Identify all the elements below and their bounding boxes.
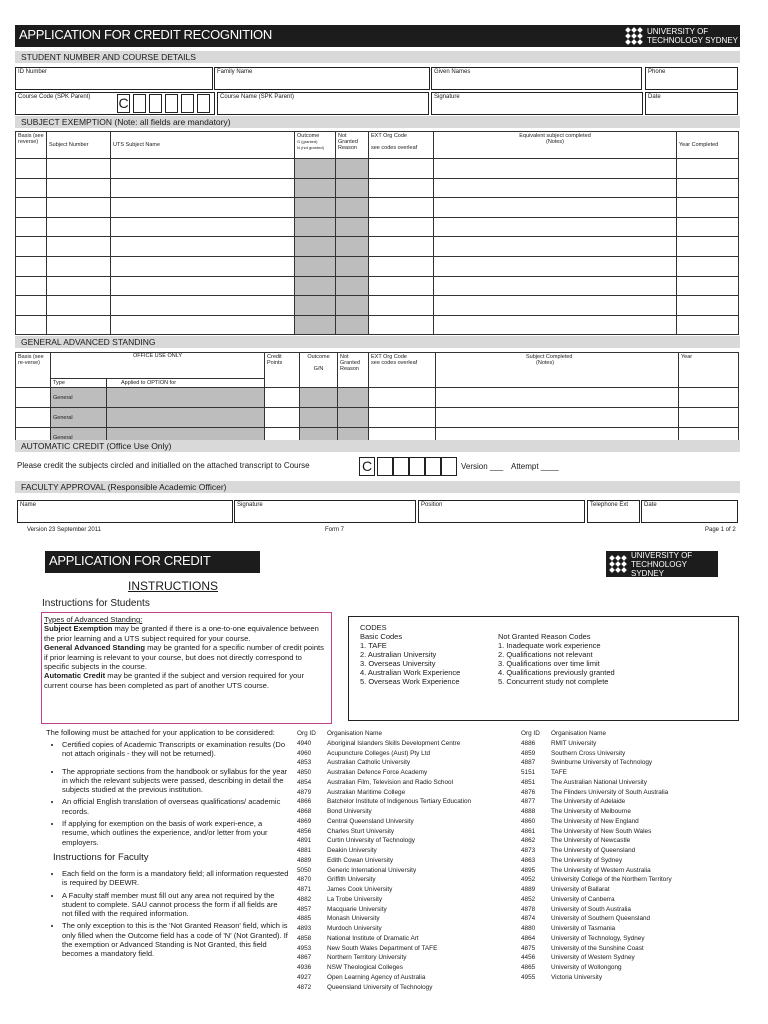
auto-course-box[interactable]: [393, 457, 409, 476]
list-item: 4860 The University of New England: [521, 817, 639, 825]
list-item: 4456 University of Western Sydney: [521, 954, 635, 962]
list-item: 4876 The Flinders University of South Australia: [521, 788, 669, 796]
col-equivalent-subject: Equivalent subject completed (Notes): [434, 132, 677, 159]
auto-course-box[interactable]: [425, 457, 441, 476]
col-not-granted-reason: Not Granted Reason: [336, 132, 369, 159]
table-row[interactable]: General: [16, 408, 739, 428]
section-faculty-approval: FACULTY APPROVAL (Responsible Academic Officer): [15, 481, 740, 493]
page2-uts-logo: UNIVERSITY OF TECHNOLOGY SYDNEY: [606, 551, 718, 577]
course-name-field[interactable]: Course Name (SPK Parent): [217, 92, 429, 115]
org-header: Org ID Organisation Name: [521, 730, 607, 737]
table-row[interactable]: [16, 198, 739, 218]
table-row[interactable]: [16, 217, 739, 237]
general-standing-table: [15, 352, 739, 448]
list-item: 5050 Generic International University: [297, 866, 417, 874]
list-item: 4853 Australian Catholic University: [297, 759, 411, 767]
list-item: 4850 Australian Defence Force Academy: [297, 769, 428, 776]
list-item: 4927 Open Learning Agency of Australia: [297, 973, 426, 981]
col-type: Type: [51, 379, 107, 388]
exemption-header-row: [16, 132, 739, 159]
phone-field[interactable]: Phone: [645, 67, 738, 90]
course-code-box[interactable]: [165, 94, 178, 113]
version-label: Version ___: [461, 462, 504, 471]
col-subject-number: Subject Number: [47, 132, 111, 159]
list-item: 5151 TAFE: [521, 769, 567, 776]
list-item: 4862 The University of Newcastle: [521, 837, 631, 845]
uts-logo-icon: [609, 555, 627, 573]
footer-page: Page 1 of 2: [705, 527, 736, 533]
table-row[interactable]: General: [16, 428, 739, 448]
list-item: 4953 New South Wales Department of TAFE: [297, 944, 438, 952]
table-row[interactable]: [16, 296, 739, 316]
list-item: 4861 The University of New South Wales: [521, 827, 652, 835]
family-name-field[interactable]: Family Name: [214, 67, 430, 90]
course-code-box[interactable]: [133, 94, 146, 113]
list-item: 4859 Southern Cross University: [521, 749, 626, 757]
list-item: 4865 University of Wollongong: [521, 964, 622, 971]
auto-course-prefix: C: [359, 457, 375, 476]
section-subject-exemption: SUBJECT EXEMPTION (Note: all fields are mandatory): [15, 116, 740, 128]
types-of-standing-box: Types of Advanced Standing: Subject Exemption may be granted if there is a one-to-one equivalence between the prior learning and a UTS subject required for your course. General Advanced Standing may be granted for a specific number of credit points if prior learning is relevant to your course, but does not directly correspond to specific subjects in the course. Automatic Credit may be granted if the subject and version required for your current course has been completed as part of another UTS course.: [41, 612, 332, 724]
basic-codes-list: Basic Codes 1. TAFE 2. Australian University 3. Overseas University 4. Australian Work Experience 5. Overseas Work Experience: [360, 632, 461, 686]
list-item: 4854 Australian Film, Television and Radio School: [297, 778, 453, 786]
list-item: • Each field on the form is a mandatory field; all information requested is required by DEEWR.: [62, 869, 290, 888]
list-item: 4877 The University of Adelaide: [521, 798, 626, 806]
col-outcome: Outcome G (granted) N (not granted): [295, 132, 336, 159]
table-row[interactable]: [16, 276, 739, 296]
list-item: 4874 University of Southern Queensland: [521, 915, 651, 923]
col-year-completed: Year Completed: [677, 132, 739, 159]
list-item: 4893 Murdoch University: [297, 925, 382, 932]
list-item: 4864 University of Technology, Sydney: [521, 934, 645, 942]
footer-version: Version 23 September 2011: [27, 527, 101, 533]
list-item: 4889 Edith Cowan University: [297, 856, 394, 864]
section-automatic-credit: AUTOMATIC CREDIT (Office Use Only): [15, 440, 740, 452]
approver-name-field[interactable]: Name: [17, 500, 233, 523]
org-header: Org ID Organisation Name: [297, 730, 383, 737]
col-basis: Basis (see re-verse): [16, 353, 51, 388]
col-subject-completed: Subject Completed (Notes): [436, 353, 679, 388]
course-code-prefix: C: [118, 95, 129, 111]
auto-course-box[interactable]: [377, 457, 393, 476]
list-item: 4851 The Australian National University: [521, 778, 647, 786]
table-row[interactable]: [16, 256, 739, 276]
list-item: 4879 Australian Maritime College: [297, 788, 406, 796]
col-ext-org-code: EXT Org Code see codes overleaf: [369, 353, 436, 388]
instructions-heading: INSTRUCTIONS: [128, 579, 218, 593]
col-applied-to-option: Applied to OPTION for: [107, 379, 265, 388]
col-outcome: Outcome G/N: [300, 353, 338, 388]
list-item: 4878 University of South Australia: [521, 905, 631, 913]
table-row[interactable]: [16, 178, 739, 198]
list-item: 4858 National Institute of Dramatic Art: [297, 934, 419, 942]
list-item: 4889 University of Ballarat: [521, 886, 610, 893]
org-list-left: [297, 729, 471, 992]
attachments-section: The following must be attached for your application to be considered: • Certified copies of Academic Transcripts or examination results (Do not attach originals - they will not be returned). • The appropriate sections from the handbook or syllabus for the year in which the relevant subjects were passed, describing in detail the subjects studied at the previous institution. • An official English translation of overseas qualifications/ academic records. • If applying for exemption on the basis of work experi-ence, a resume, which outlines the experience, and/or letter from your employers. Instructions for Faculty • Each field on the form is a mandatory field; all information requested is required by DEEWR. • A Faculty staff member must fill out any area not required by the student to complete. SAU cannot process the form if all fields are not filled with the required information. • The only exception to this is the 'Not Granted Reason' field, which is only filled when the Outcome field has a code of 'N' (Not Granted). If the exemption or Advanced Standing is Not Granted, this field becomes a mandatory field.: [46, 728, 290, 962]
list-item: 4940 Aboriginal Islanders Skills Development Centre: [297, 739, 461, 747]
uts-logo-icon: [625, 27, 643, 45]
section-general-advanced-standing: GENERAL ADVANCED STANDING: [15, 336, 740, 348]
col-year: Year: [679, 353, 739, 388]
codes-box: CODES Basic Codes 1. TAFE 2. Australian University 3. Overseas University 4. Australian Work Experience 5. Overseas Work Experience Not Granted Reason Codes 1. Inadequate work experience 2. Qualifications not relevant 3. Qualifications over time limit 4. Qualifications previously granted 5. Concurrent study not complete: [348, 616, 739, 721]
list-item: 4872 Queensland University of Technology: [297, 983, 433, 991]
approver-position-field[interactable]: Position: [418, 500, 585, 523]
course-code-field[interactable]: Course Code (SPK Parent): [15, 92, 215, 115]
list-item: • An official English translation of overseas qualifications/ academic records.: [62, 797, 290, 816]
list-item: 4880 University of Tasmania: [521, 925, 616, 932]
list-item: 4952 University College of the Northern Territory: [521, 876, 672, 884]
list-item: 4856 Charles Sturt University: [297, 827, 395, 835]
attempt-label: Attempt ____: [511, 462, 559, 471]
list-item: 4895 The University of Western Australia: [521, 866, 651, 874]
col-ext-org-code: EXT Org Code see codes overleaf: [369, 132, 434, 159]
list-item: 4857 Macquarie University: [297, 905, 387, 913]
general-header-row: [16, 353, 739, 379]
table-row[interactable]: [16, 237, 739, 257]
page2-title: APPLICATION FOR CREDIT RECOGNITION: [49, 553, 211, 588]
list-item: • Certified copies of Academic Transcripts or examination results (Do not attach originals - they will not be returned).: [62, 740, 290, 759]
table-row[interactable]: General: [16, 388, 739, 408]
list-item: 4870 Griffith University: [297, 876, 376, 884]
list-item: • The appropriate sections from the handbook or syllabus for the year in which the relevant subjects were passed, describing in detail the subjects studied at the previous institution.: [62, 767, 290, 795]
section-student-details: STUDENT NUMBER AND COURSE DETAILS: [15, 51, 740, 63]
list-item: 4868 Bond University: [297, 808, 372, 815]
auto-course-box[interactable]: [409, 457, 425, 476]
given-names-field[interactable]: Given Names: [431, 67, 642, 90]
list-item: 4875 University of the Sunshine Coast: [521, 944, 644, 952]
list-item: 4852 University of Canberra: [521, 895, 615, 903]
list-item: 4873 The University of Queensland: [521, 847, 636, 854]
list-item: • A Faculty staff member must fill out any area not required by the student to complete. SAU cannot process the form if all fields are not filled with the required information.: [62, 891, 290, 919]
course-code-box[interactable]: [197, 94, 210, 113]
page1-title: APPLICATION FOR CREDIT RECOGNITION: [19, 27, 272, 42]
table-row[interactable]: [16, 315, 739, 335]
approver-signature-field[interactable]: Signature: [234, 500, 416, 523]
col-basis: Basis (see reverse): [16, 132, 47, 159]
course-code-box[interactable]: [149, 94, 162, 113]
list-item: • The only exception to this is the 'Not Granted Reason' field, which is only filled when the Outcome field has a code of 'N' (Not Granted). If the exemption or Advanced Standing is Not Granted, this field becomes a mandatory field.: [62, 921, 290, 958]
signature-field[interactable]: Signature: [431, 92, 643, 115]
list-item: 4882 La Trobe University: [297, 895, 383, 903]
automatic-credit-text: Please credit the subjects circled and initialled on the attached transcript to Course: [17, 461, 310, 470]
list-item: 4936 NSW Theological Colleges: [297, 964, 403, 971]
course-code-box[interactable]: [181, 94, 194, 113]
list-item: 4867 Northern Territory University: [297, 954, 407, 962]
not-granted-codes-list: Not Granted Reason Codes 1. Inadequate work experience 2. Qualifications not relevant 3. Qualifications over time limit 4. Qualifications previously granted 5. Concurrent study not complete: [498, 632, 615, 686]
approver-date-field[interactable]: Date: [641, 500, 738, 523]
list-item: 4888 The University of Melbourne: [521, 808, 631, 815]
date-field[interactable]: Date: [645, 92, 738, 115]
subject-exemption-table: [15, 131, 739, 335]
col-uts-subject-name: UTS Subject Name: [111, 132, 295, 159]
list-item: 4885 Monash University: [297, 915, 380, 923]
table-row[interactable]: [16, 159, 739, 179]
col-not-granted-reason: Not Granted Reason: [338, 353, 369, 388]
list-item: 4960 Acupuncture Colleges (Aust) Pty Ltd: [297, 749, 431, 757]
list-item: 4891 Curtin University of Technology: [297, 837, 415, 845]
list-item: 4866 Batchelor Institute of Indigenous Tertiary Education: [297, 798, 472, 806]
col-credit-points: Credit Points: [265, 353, 300, 388]
list-item: 4863 The University of Sydney: [521, 856, 623, 864]
approver-telephone-field[interactable]: Telephone Ext: [587, 500, 640, 523]
list-item: 4881 Deakin University: [297, 847, 377, 854]
footer-form: Form 7: [325, 527, 345, 533]
id-number-field[interactable]: ID Number: [15, 67, 213, 90]
col-office-use-only: OFFICE USE ONLY: [51, 353, 265, 379]
list-item: 4871 James Cook University: [297, 886, 393, 893]
students-heading: Instructions for Students: [42, 598, 150, 609]
page1-uts-logo: UNIVERSITY OF TECHNOLOGY SYDNEY: [622, 25, 740, 47]
list-item: 4869 Central Queensland University: [297, 817, 414, 825]
auto-course-box[interactable]: [441, 457, 457, 476]
list-item: 4887 Swinburne University of Technology: [521, 759, 653, 767]
faculty-heading: Instructions for Faculty: [53, 851, 149, 863]
list-item: • If applying for exemption on the basis of work experi-ence, a resume, which outlines the experience, and/or letter from your employers.: [62, 819, 290, 847]
org-list-right: [521, 729, 672, 983]
list-item: 4955 Victoria University: [521, 973, 603, 981]
list-item: 4886 RMIT University: [521, 739, 597, 747]
